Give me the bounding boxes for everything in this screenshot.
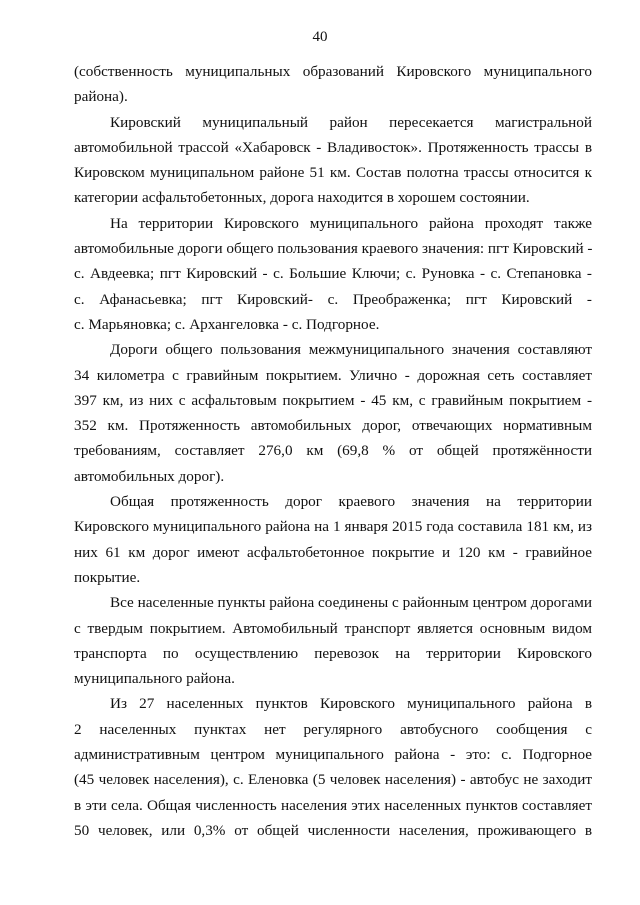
text-line: На территории Кировского муниципального района проходят также <box>110 214 592 232</box>
text-line: 50 человек, или 0,3% от общей численности населения, проживающего в <box>74 821 592 839</box>
text-line: с твердым покрытием. Автомобильный транспорт является основным видом <box>74 619 592 637</box>
text-line: автомобильной трассой «Хабаровск - Владивосток». Протяженность трассы в <box>74 138 592 156</box>
text-line: категории асфальтобетонных, дорога находится в хорошем состоянии. <box>74 189 530 207</box>
text-line: в эти села. Общая численность населения этих населенных пунктов составляет <box>74 796 592 814</box>
text-line: требованиям, составляет 276,0 км (69,8 % от общей протяжённости <box>74 442 592 460</box>
text-line: покрытие. <box>74 568 141 586</box>
text-line: административным центром муниципального района - это: с. Подгорное <box>74 746 592 764</box>
text-line: с. Авдеевка; пгт Кировский - с. Большие Ключи; с. Руновка - с. Степановка - <box>74 265 592 283</box>
body-text <box>74 59 592 843</box>
text-line: автомобильные дороги общего пользования краевого значения: пгт Кировский - <box>74 240 593 258</box>
text-line: 34 километра с гравийным покрытием. Улично - дорожная сеть составляет <box>74 366 592 384</box>
text-line: транспорта по осуществлению перевозок на территории Кировского <box>74 644 592 662</box>
text-line: 2 населенных пунктах нет регулярного автобусного сообщения с <box>74 720 592 738</box>
text-line: (45 человек населения), с. Еленовка (5 человек населения) - автобус не заходит <box>74 771 592 789</box>
text-line: Общая протяженность дорог краевого значения на территории <box>110 493 592 511</box>
text-line: Кировском муниципальном районе 51 км. Состав полотна трассы относится к <box>74 164 592 182</box>
text-line: муниципального района. <box>74 670 235 688</box>
text-line: с. Афанасьевка; пгт Кировский- с. Преображенка; пгт Кировский - <box>74 290 592 308</box>
text-line: с. Марьяновка; с. Архангеловка - с. Подгорное. <box>74 315 380 333</box>
text-line: Все населенные пункты района соединены с районным центром дорогами <box>110 594 592 612</box>
text-line: 352 км. Протяженность автомобильных дорог, отвечающих нормативным <box>74 417 592 435</box>
text-line: Кировский муниципальный район пересекается магистральной <box>110 113 592 131</box>
text-line: Из 27 населенных пунктов Кировского муниципального района в <box>110 695 592 713</box>
page-number: 40 <box>312 29 328 45</box>
text-line: Кировского муниципального района на 1 января 2015 года составила 181 км, из <box>74 518 592 536</box>
text-line: района). <box>74 88 128 106</box>
text-line: 397 км, из них с асфальтовым покрытием - 45 км, с гравийным покрытием - <box>74 391 592 409</box>
text-line: автомобильных дорог). <box>74 467 225 485</box>
text-line: них 61 км дорог имеют асфальтобетонное покрытие и 120 км - гравийное <box>74 543 592 561</box>
text-line: Дороги общего пользования межмуниципального значения составляют <box>110 341 592 359</box>
text-line: (собственность муниципальных образований Кировского муниципального <box>74 63 592 80</box>
